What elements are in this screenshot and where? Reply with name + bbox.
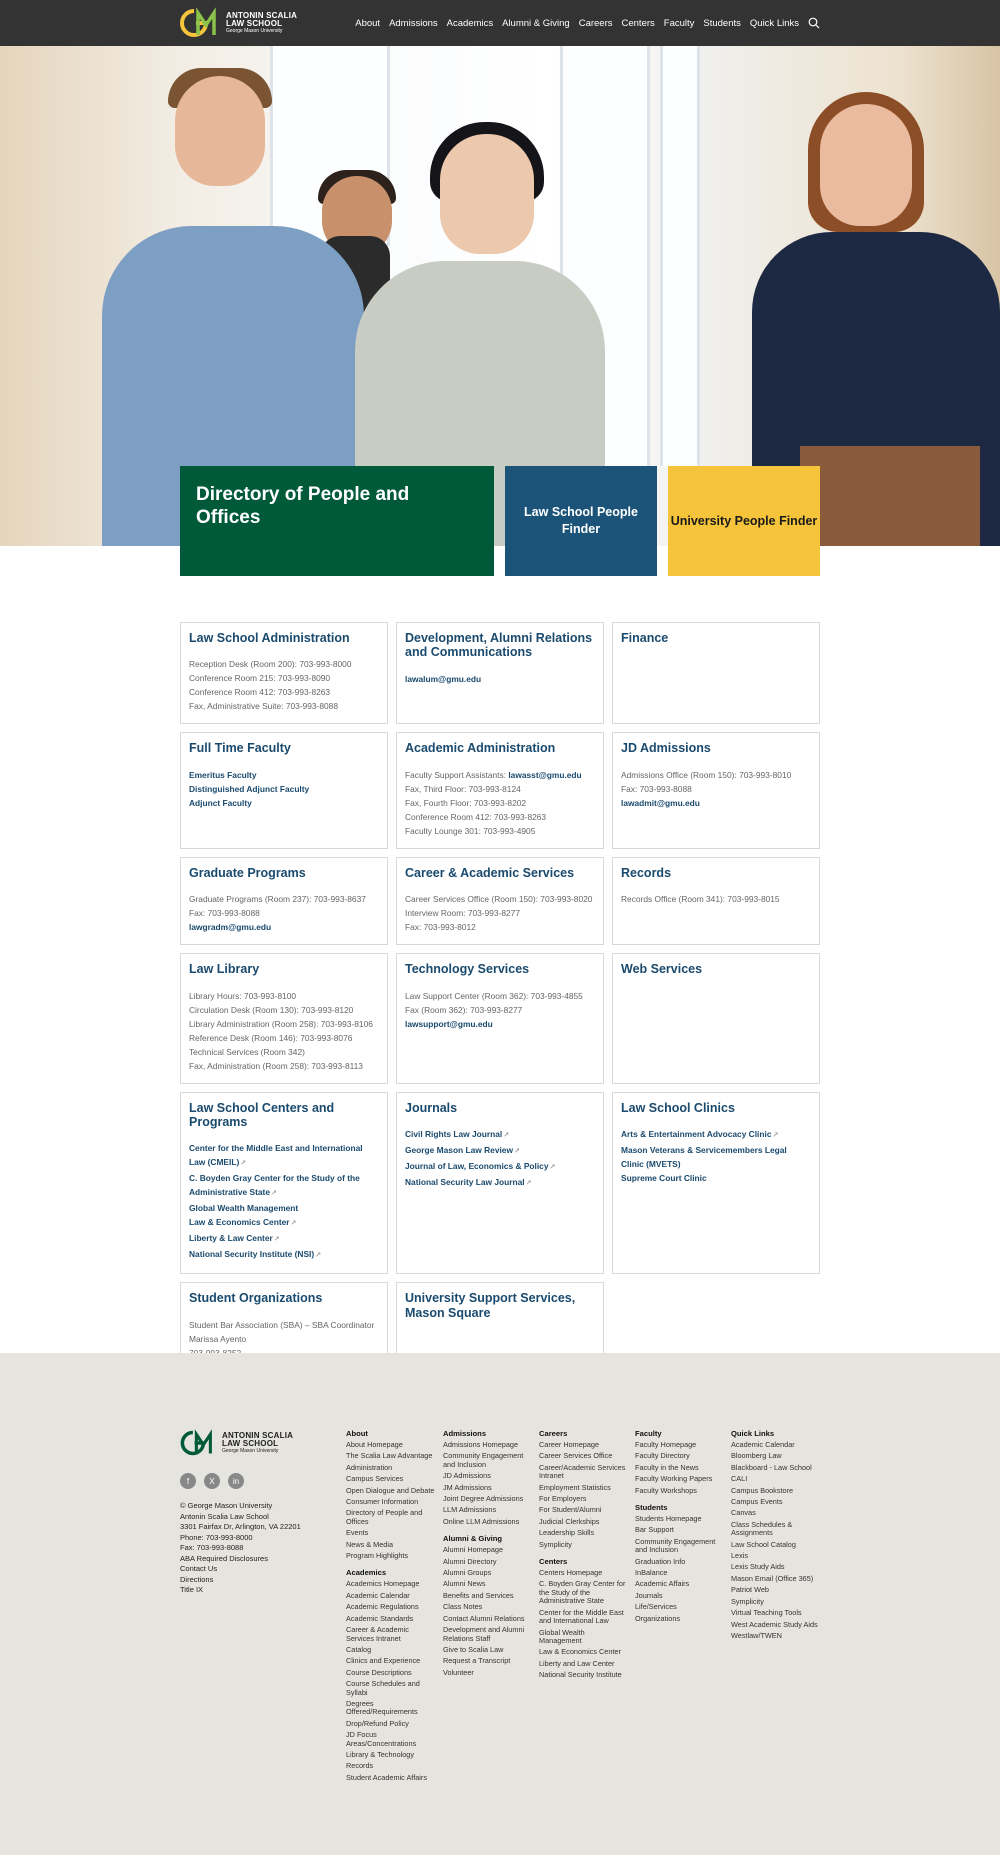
social-links	[180, 1473, 244, 1489]
nav-quick-links[interactable]: Quick Links	[749, 17, 799, 29]
directory-card-full-time-faculty	[180, 732, 388, 848]
footer-link[interactable]: For Employers	[539, 1494, 587, 1504]
footer-link[interactable]: Alumni Groups	[443, 1568, 492, 1578]
card-link[interactable]: Emeritus Faculty	[189, 769, 257, 780]
footer-link[interactable]: Lexis Study Aids	[731, 1562, 785, 1572]
footer-link[interactable]: Global Wealth Management	[539, 1627, 585, 1645]
nav-students[interactable]: Students	[703, 17, 741, 29]
card-title: Student Organizations	[189, 1291, 323, 1306]
footer	[0, 1353, 1000, 1855]
card-link[interactable]: C. Boyden Gray Center for the Study of the Administrative State↗	[189, 1173, 360, 1198]
footer-logo-text	[222, 1432, 293, 1454]
footer-link[interactable]: Faculty Homepage	[635, 1440, 697, 1449]
footer-column	[346, 1429, 436, 1785]
card-title: Web Services	[621, 962, 703, 977]
card-link[interactable]: George Mason Law Review↗	[405, 1144, 520, 1155]
logo-line-2: LAW SCHOOL	[226, 19, 283, 28]
logo-text	[226, 12, 297, 34]
directory-card-jd-admissions	[612, 732, 820, 848]
footer-link[interactable]: Give to Scalia Law	[443, 1644, 504, 1654]
external-link-icon: ↗	[772, 1131, 779, 1139]
card-link[interactable]: lawsupport@gmu.edu	[405, 1018, 493, 1029]
card-link[interactable]: lawgradm@gmu.edu	[189, 922, 272, 933]
facebook-icon[interactable]: f	[180, 1473, 196, 1489]
logo-line-2: LAW SCHOOL	[222, 1439, 279, 1448]
logo-line-3: George Mason University	[226, 28, 283, 34]
person-figure	[800, 446, 980, 546]
card-link[interactable]: National Security Law Journal↗	[405, 1176, 532, 1187]
logo-line-3: George Mason University	[222, 1448, 279, 1454]
footer-link[interactable]: Directory of People and Offices	[346, 1508, 423, 1526]
card-info-line: Fax (Room 362): 703-993-8277	[405, 1004, 523, 1015]
card-title: JD Admissions	[621, 741, 711, 756]
footer-link[interactable]: Mason Email (Office 365)	[731, 1573, 814, 1583]
footer-link[interactable]: Contact Us	[180, 1564, 218, 1573]
card-info-line: Circulation Desk (Room 130): 703-993-8120	[189, 1004, 354, 1015]
law-school-people-finder-button[interactable]: Law School People Finder	[505, 466, 657, 576]
university-people-finder-button[interactable]: University People Finder	[668, 466, 820, 576]
card-info-line: Library Administration (Room 258): 703-993-8106	[189, 1018, 373, 1029]
directory-card-finance	[612, 622, 820, 724]
footer-link[interactable]: Admissions Homepage	[443, 1440, 519, 1449]
directory-card-law-school-clinics	[612, 1092, 820, 1275]
card-link[interactable]: Civil Rights Law Journal↗	[405, 1128, 510, 1139]
footer-link[interactable]: Alumni News	[443, 1579, 486, 1589]
footer-link[interactable]: Online LLM Admissions	[443, 1516, 520, 1526]
external-link-icon: ↗	[315, 1252, 322, 1260]
footer-link[interactable]: For Student/Alumni	[539, 1505, 602, 1515]
external-link-icon: ↗	[273, 1236, 280, 1244]
footer-link[interactable]: Leadership Skills	[539, 1528, 595, 1538]
footer-link[interactable]: Course Descriptions	[346, 1667, 412, 1677]
footer-link[interactable]: Campus Events	[731, 1497, 783, 1507]
footer-link[interactable]: Journals	[635, 1590, 663, 1600]
footer-link[interactable]: About Homepage	[346, 1440, 403, 1449]
footer-link[interactable]: Center for the Middle East and International Law	[539, 1607, 624, 1626]
footer-link[interactable]: Judicial Clerkships	[539, 1516, 600, 1526]
main-nav	[355, 0, 820, 46]
footer-address-line: Phone: 703-993-8000	[180, 1532, 253, 1542]
footer-heading-quick-links: Quick Links	[731, 1429, 775, 1438]
page-title: Directory of People and Offices	[180, 466, 494, 576]
footer-link[interactable]: Benefits and Services	[443, 1590, 514, 1600]
external-link-icon: ↗	[549, 1163, 556, 1171]
footer-link[interactable]: Administration	[346, 1462, 393, 1472]
footer-link[interactable]: Class Notes	[443, 1602, 483, 1612]
footer-link[interactable]: Symplicity	[731, 1596, 764, 1606]
footer-heading-alumni-giving: Alumni & Giving	[443, 1534, 503, 1544]
card-info-line: Fax: 703-993-8088	[621, 783, 692, 794]
footer-link[interactable]: CALI	[731, 1474, 748, 1484]
footer-link[interactable]: Career Services Office	[539, 1451, 613, 1461]
footer-link[interactable]: Request a Transcript	[443, 1656, 511, 1666]
footer-address-line: Antonin Scalia Law School	[180, 1511, 269, 1521]
footer-column	[731, 1429, 821, 1643]
card-link[interactable]: lawadmit@gmu.edu	[621, 797, 700, 808]
footer-link[interactable]: Law School Catalog	[731, 1539, 796, 1549]
logo-line-1: ANTONIN SCALIA	[222, 1431, 294, 1440]
footer-link[interactable]: Development and Alumni Relations Staff	[443, 1625, 525, 1643]
card-info-line: Fax, Fourth Floor: 703-993-8202	[405, 797, 527, 808]
card-title: Law School Administration	[189, 631, 350, 645]
footer-link[interactable]: Events	[346, 1528, 369, 1538]
footer-heading-academics: Academics	[346, 1568, 387, 1578]
card-info-line: Graduate Programs (Room 237): 703-993-8637	[189, 894, 366, 905]
card-info-line: Fax: 703-993-8088	[189, 908, 260, 919]
gm-logo-icon	[180, 1429, 218, 1457]
footer-link[interactable]: Academic Affairs	[635, 1579, 690, 1589]
footer-link[interactable]: Faculty in the News	[635, 1462, 699, 1472]
person-figure	[175, 76, 265, 186]
card-link[interactable]: Arts & Entertainment Advocacy Clinic↗	[621, 1128, 779, 1139]
nav-alumni-giving[interactable]: Alumni & Giving	[502, 17, 570, 29]
card-info-line: Fax: 703-993-8012	[405, 922, 476, 933]
card-title: Development, Alumni Relations and Communications	[405, 631, 593, 660]
footer-link[interactable]: Students Homepage	[635, 1514, 702, 1524]
footer-link[interactable]: Patriot Web	[731, 1585, 769, 1595]
card-info-line: Fax, Administrative Suite: 703-993-8088	[189, 701, 338, 712]
footer-link[interactable]: JD Focus Areas/Concentrations	[346, 1730, 417, 1748]
card-info-line: Admissions Office (Room 150): 703-993-8010	[621, 769, 792, 780]
footer-link[interactable]: Career & Academic Services Intranet	[346, 1625, 409, 1643]
footer-link[interactable]: InBalance	[635, 1568, 668, 1578]
card-info-line: Conference Room 412: 703-993-8263	[405, 811, 547, 822]
card-link[interactable]: Adjunct Faculty	[189, 797, 252, 808]
footer-link[interactable]: Organizations	[635, 1613, 681, 1623]
card-info-line: Faculty Support Assistants: lawasst@gmu.edu	[405, 769, 582, 780]
footer-link[interactable]: Library & Technology	[346, 1749, 415, 1759]
logo-line-1: ANTONIN SCALIA	[226, 11, 298, 20]
footer-link[interactable]: Westlaw/TWEN	[731, 1630, 782, 1640]
external-link-icon: ↗	[525, 1179, 532, 1187]
footer-link[interactable]: Symplicity	[539, 1539, 572, 1549]
hero-window	[660, 46, 700, 466]
directory-card-law-library	[180, 953, 388, 1083]
card-title: Graduate Programs	[189, 865, 306, 880]
footer-link[interactable]: Graduation Info	[635, 1556, 686, 1566]
footer-link[interactable]: Records	[346, 1761, 374, 1771]
footer-link[interactable]: Faculty Working Papers	[635, 1474, 713, 1484]
footer-address	[180, 1501, 301, 1596]
footer-link[interactable]: JD Admissions	[443, 1471, 491, 1481]
footer-link[interactable]: Academic Calendar	[731, 1440, 795, 1449]
nav-centers[interactable]: Centers	[621, 17, 655, 29]
footer-link[interactable]: Title IX	[180, 1585, 204, 1594]
footer-link[interactable]: Campus Services	[346, 1474, 404, 1484]
card-title: Law School Centers and Programs	[189, 1100, 335, 1129]
card-title: Law School Clinics	[621, 1100, 735, 1115]
directory-card-academic-administration	[396, 732, 604, 848]
card-title: Full Time Faculty	[189, 741, 291, 756]
email-link[interactable]: lawasst@gmu.edu	[508, 769, 582, 780]
footer-link[interactable]: Life/Services	[635, 1602, 677, 1612]
directory-card-records	[612, 857, 820, 945]
footer-link[interactable]: Academic Calendar	[346, 1590, 410, 1600]
directory-grid	[180, 622, 820, 1385]
card-link[interactable]: Mason Veterans & Servicemembers Legal Clinic (MVETS)	[621, 1144, 787, 1169]
footer-link[interactable]: Class Schedules & Assignments	[731, 1519, 793, 1538]
footer-link[interactable]: Faculty Directory	[635, 1451, 690, 1461]
footer-link[interactable]: Canvas	[731, 1508, 756, 1518]
card-info-line: Fax, Third Floor: 703-993-8124	[405, 783, 521, 794]
card-link[interactable]: lawalum@gmu.edu	[405, 673, 482, 684]
footer-link[interactable]: Volunteer	[443, 1667, 474, 1677]
card-info-line: Library Hours: 703-993-8100	[189, 990, 297, 1001]
card-title: University Support Services, Mason Square	[405, 1291, 576, 1320]
footer-link[interactable]: Drop/Refund Policy	[346, 1718, 409, 1728]
directory-card-law-school-centers-and-programs	[180, 1092, 388, 1275]
footer-link[interactable]: Bar Support	[635, 1525, 674, 1535]
directory-card-career-academic-services	[396, 857, 604, 945]
card-title: Career & Academic Services	[405, 865, 575, 880]
footer-link[interactable]: Campus Bookstore	[731, 1485, 794, 1495]
footer-link[interactable]: Law & Economics Center	[539, 1647, 621, 1657]
top-navigation-bar	[0, 0, 1000, 46]
card-link[interactable]: Law & Economics Center↗	[189, 1217, 297, 1228]
linkedin-icon[interactable]: in	[228, 1473, 244, 1489]
card-link[interactable]: Supreme Court Clinic	[621, 1172, 707, 1183]
footer-link[interactable]: Blackboard - Law School	[731, 1462, 812, 1472]
footer-link[interactable]: National Security Institute	[539, 1670, 622, 1680]
card-info-line: Student Bar Association (SBA) – SBA Coordinator	[189, 1319, 375, 1330]
footer-address-line: 3301 Fairfax Dr, Arlington, VA 22201	[180, 1522, 301, 1531]
footer-link[interactable]: Catalog	[346, 1644, 372, 1654]
footer-link[interactable]: LLM Admissions	[443, 1505, 497, 1515]
footer-link[interactable]: Community Engagement and Inclusion	[443, 1451, 524, 1469]
footer-link[interactable]: Faculty Workshops	[635, 1485, 697, 1495]
footer-link[interactable]: Consumer Information	[346, 1497, 419, 1507]
footer-link[interactable]: JM Admissions	[443, 1482, 492, 1492]
footer-link[interactable]: Career Homepage	[539, 1440, 600, 1449]
footer-heading-faculty: Faculty	[635, 1429, 662, 1438]
footer-logo[interactable]	[180, 1429, 293, 1457]
footer-link[interactable]: Lexis	[731, 1551, 749, 1561]
footer-address-line: © George Mason University	[180, 1501, 273, 1510]
footer-link[interactable]: Contact Alumni Relations	[443, 1613, 525, 1623]
footer-link[interactable]: News & Media	[346, 1539, 394, 1549]
external-link-icon: ↗	[503, 1131, 510, 1139]
external-link-icon: ↗	[240, 1160, 247, 1168]
footer-address-line: Fax: 703-993-8088	[180, 1543, 244, 1552]
footer-link[interactable]: Clinics and Experience	[346, 1656, 421, 1666]
footer-link[interactable]: Course Schedules and Syllabi	[346, 1679, 420, 1697]
footer-link[interactable]: The Scalia Law Advantage	[346, 1451, 433, 1461]
card-info-line: Records Office (Room 341): 703-993-8015	[621, 894, 780, 905]
footer-heading-about: About	[346, 1429, 368, 1438]
footer-link[interactable]: Academics Homepage	[346, 1579, 420, 1589]
footer-link[interactable]: Bloomberg Law	[731, 1451, 782, 1461]
footer-heading-students: Students	[635, 1503, 668, 1513]
card-info-line: Conference Room 215: 703-993-8090	[189, 673, 331, 684]
footer-link[interactable]: C. Boyden Gray Center for the Study of the Administrative State	[539, 1579, 626, 1606]
external-link-icon: ↗	[513, 1147, 520, 1155]
card-info-line: Reception Desk (Room 200): 703-993-8000	[189, 659, 352, 670]
footer-heading-centers: Centers	[539, 1557, 568, 1567]
card-info-line: Conference Room 412: 703-993-8263	[189, 687, 331, 698]
nav-academics[interactable]: Academics	[446, 17, 494, 29]
card-title: Academic Administration	[405, 741, 556, 756]
footer-link[interactable]: Employment Statistics	[539, 1482, 611, 1492]
directory-card-web-services	[612, 953, 820, 1083]
card-info-line: Marissa Ayento	[189, 1333, 247, 1344]
card-info-line: Law Support Center (Room 362): 703-993-4855	[405, 990, 583, 1001]
card-info-line: Interview Room: 703-993-8277	[405, 908, 520, 919]
footer-link[interactable]: Alumni Directory	[443, 1556, 497, 1566]
card-link[interactable]: Center for the Middle East and International Law (CMEIL)↗	[189, 1143, 363, 1168]
nav-admissions[interactable]: Admissions	[389, 17, 438, 29]
directory-card-journals	[396, 1092, 604, 1275]
directory-card-graduate-programs	[180, 857, 388, 945]
external-link-icon: ↗	[270, 1190, 277, 1198]
nav-about[interactable]: About	[355, 17, 381, 29]
directory-card-law-school-administration	[180, 622, 388, 724]
card-info-line: Faculty Lounge 301: 703-993-4905	[405, 825, 536, 836]
gm-logo-icon	[180, 7, 222, 39]
footer-link[interactable]: ABA Required Disclosures	[180, 1553, 268, 1563]
directory-card-technology-services	[396, 953, 604, 1083]
footer-link[interactable]: Joint Degree Admissions	[443, 1494, 524, 1504]
footer-link[interactable]: Virtual Teaching Tools	[731, 1608, 802, 1618]
hero-image	[0, 46, 1000, 546]
directory-card-development-alumni-relations-and-communications	[396, 622, 604, 724]
card-title: Journals	[405, 1100, 458, 1115]
card-info-line: Technical Services (Room 342)	[189, 1046, 305, 1057]
card-title: Records	[621, 865, 672, 880]
footer-link[interactable]: Student Academic Affairs	[346, 1772, 427, 1782]
footer-column	[635, 1429, 725, 1626]
footer-link[interactable]: Academic Standards	[346, 1613, 414, 1623]
card-link[interactable]: Distinguished Adjunct Faculty	[189, 783, 310, 794]
footer-heading-careers: Careers	[539, 1429, 568, 1438]
card-title: Technology Services	[405, 962, 530, 977]
external-link-icon: ↗	[290, 1220, 297, 1228]
footer-link[interactable]: West Academic Study Aids	[731, 1619, 818, 1629]
person-figure	[820, 104, 912, 226]
footer-link[interactable]: Open Dialogue and Debate	[346, 1485, 435, 1495]
card-link[interactable]: Journal of Law, Economics & Policy↗	[405, 1160, 556, 1171]
nav-careers[interactable]: Careers	[578, 17, 613, 29]
site-logo[interactable]	[180, 6, 300, 40]
footer-link[interactable]: Degrees Offered/Requirements	[346, 1698, 418, 1717]
card-info-line: Career Services Office (Room 150): 703-993-8020	[405, 894, 593, 905]
footer-link[interactable]: Liberty and Law Center	[539, 1658, 615, 1668]
card-link[interactable]: Global Wealth Management	[189, 1203, 299, 1214]
footer-link[interactable]: Directions	[180, 1574, 214, 1584]
card-link[interactable]: Liberty & Law Center↗	[189, 1233, 280, 1244]
footer-column	[443, 1429, 533, 1680]
person-figure	[440, 134, 534, 254]
card-title: Law Library	[189, 962, 260, 977]
card-info-line: Reference Desk (Room 146): 703-993-8076	[189, 1032, 353, 1043]
footer-heading-admissions: Admissions	[443, 1429, 487, 1438]
footer-link[interactable]: Community Engagement and Inclusion	[635, 1536, 716, 1555]
footer-link[interactable]: Alumni Homepage	[443, 1545, 504, 1555]
footer-link[interactable]: Centers Homepage	[539, 1568, 603, 1578]
card-link[interactable]: National Security Institute (NSI)↗	[189, 1249, 322, 1260]
footer-link[interactable]: Academic Regulations	[346, 1602, 419, 1612]
footer-column	[539, 1429, 629, 1683]
nav-faculty[interactable]: Faculty	[663, 17, 695, 29]
x-twitter-icon[interactable]: X	[204, 1473, 220, 1489]
footer-link[interactable]: Program Highlights	[346, 1551, 409, 1561]
card-title: Finance	[621, 631, 669, 645]
search-icon[interactable]	[808, 17, 820, 29]
card-info-line: Fax, Administration (Room 258): 703-993-8113	[189, 1060, 363, 1071]
footer-link[interactable]: Career/Academic Services Intranet	[539, 1462, 626, 1481]
